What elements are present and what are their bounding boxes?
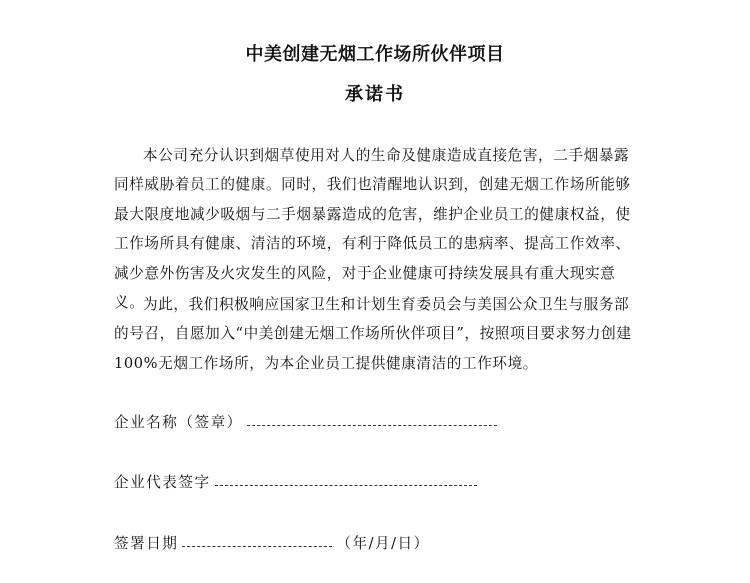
company-name-field xyxy=(114,406,501,432)
document-subtitle: 承诺书 xyxy=(345,84,405,105)
representative-blank-line xyxy=(215,484,477,486)
company-name-label: 企业名称（签章） xyxy=(114,414,243,431)
company-name-blank-line xyxy=(247,424,497,426)
signing-date-blank-line xyxy=(182,545,332,547)
representative-signature-field xyxy=(114,466,481,492)
document-title: 中美创建无烟工作场所伙伴项目 xyxy=(245,44,505,65)
representative-label: 企业代表签字 xyxy=(114,474,211,491)
paragraph-pledge: 为此，我们积极响应国家卫生和计划生育委员会与美国公众卫生与服务部的号召，自愿加入“中美创建无烟工作场所伙伴项目”，按照项目要求努力创建100%无烟工作场所，为本企业员工提供健康清洁的工作环境。 xyxy=(114,296,632,372)
signing-date-label: 签署日期 xyxy=(114,535,179,552)
paragraph-commitment: 本公司充分认识到烟草使用对人的生命及健康造成直接危害，二手烟暴露同样威胁着员工的健康。同时，我们也清醒地认识到，创建无烟工作场所能够最大限度地减少吸烟与二手烟暴露造成的危害，维护企业员工的健康权益，使工作场所具有健康、清洁的环境，有利于降低员工的患病率、提高工作效率、减少意外伤害及火灾发生的风险，对于企业健康可持续发展具有重大现实意义。 xyxy=(114,147,631,312)
date-format-hint: （年/月/日） xyxy=(336,535,430,552)
signing-date-field xyxy=(114,527,430,553)
